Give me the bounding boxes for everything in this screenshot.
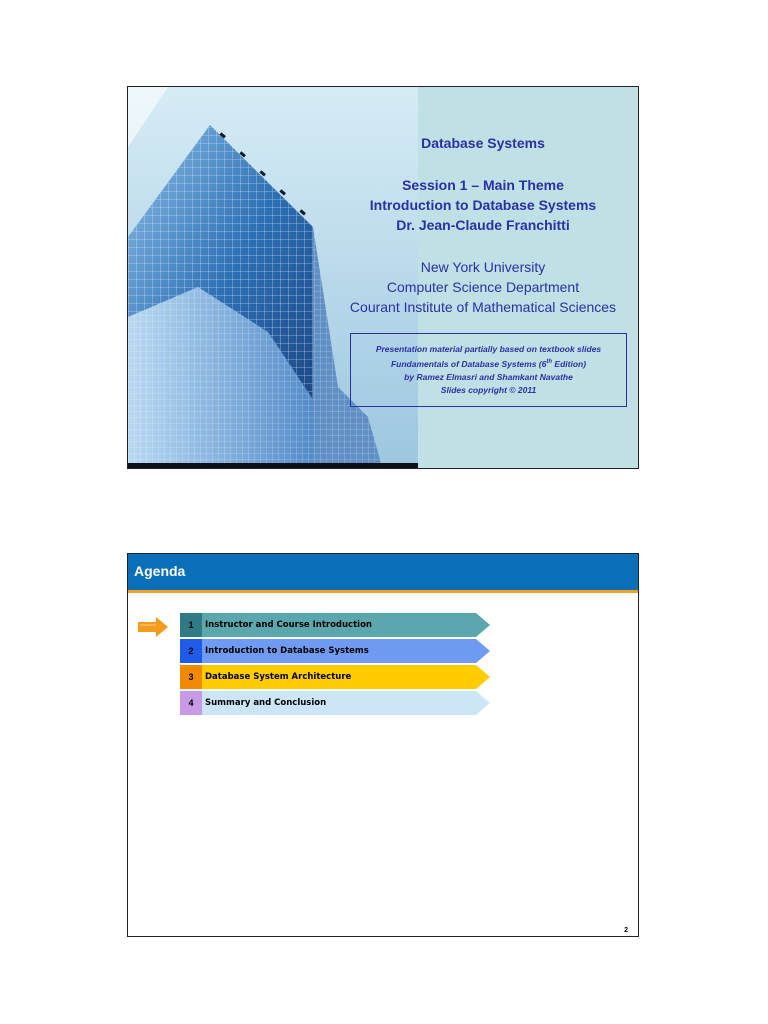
institution-line: New York University — [420, 259, 546, 275]
session-line: Session 1 – Main Theme — [402, 177, 564, 193]
page-number: 2 — [624, 927, 628, 934]
agenda-item-label: Instructor and Course Introduction — [205, 620, 372, 630]
slide-header — [128, 554, 638, 590]
session-block — [338, 175, 628, 235]
credit-line: Slides copyright © 2011 — [440, 384, 537, 395]
agenda-item[interactable] — [180, 691, 490, 715]
presentation-title: Database Systems — [421, 135, 545, 151]
session-line: Introduction to Database Systems — [369, 197, 597, 213]
agenda-item-number: 2 — [188, 646, 194, 656]
agenda-item-number: 3 — [188, 672, 194, 682]
credit-line: Fundamentals of Database Systems (6th Edition) — [390, 358, 587, 369]
institution-line: Computer Science Department — [386, 279, 580, 295]
agenda-item-label: Introduction to Database Systems — [205, 646, 369, 656]
agenda-item-label: Summary and Conclusion — [205, 698, 327, 708]
credit-line: Presentation material partially based on textbook slides — [375, 344, 602, 354]
header-divider — [128, 590, 638, 593]
agenda-item-number: 4 — [188, 698, 194, 708]
agenda-item[interactable] — [180, 613, 490, 637]
session-line: Dr. Jean-Claude Franchitti — [396, 217, 570, 233]
title-slide — [127, 86, 639, 469]
agenda-item-number: 1 — [188, 620, 194, 630]
agenda-slide — [127, 553, 639, 937]
agenda-item-label: Database System Architecture — [205, 672, 352, 682]
agenda-item[interactable] — [180, 665, 490, 689]
agenda-item[interactable] — [180, 639, 490, 663]
institution-block — [338, 257, 628, 317]
institution-line: Courant Institute of Mathematical Sciences — [349, 299, 617, 315]
slide-title: Agenda — [134, 563, 186, 579]
credit-line: by Ramez Elmasri and Shamkant Navathe — [404, 371, 573, 382]
arrow-right-icon — [138, 617, 168, 637]
credit-box — [350, 333, 627, 407]
